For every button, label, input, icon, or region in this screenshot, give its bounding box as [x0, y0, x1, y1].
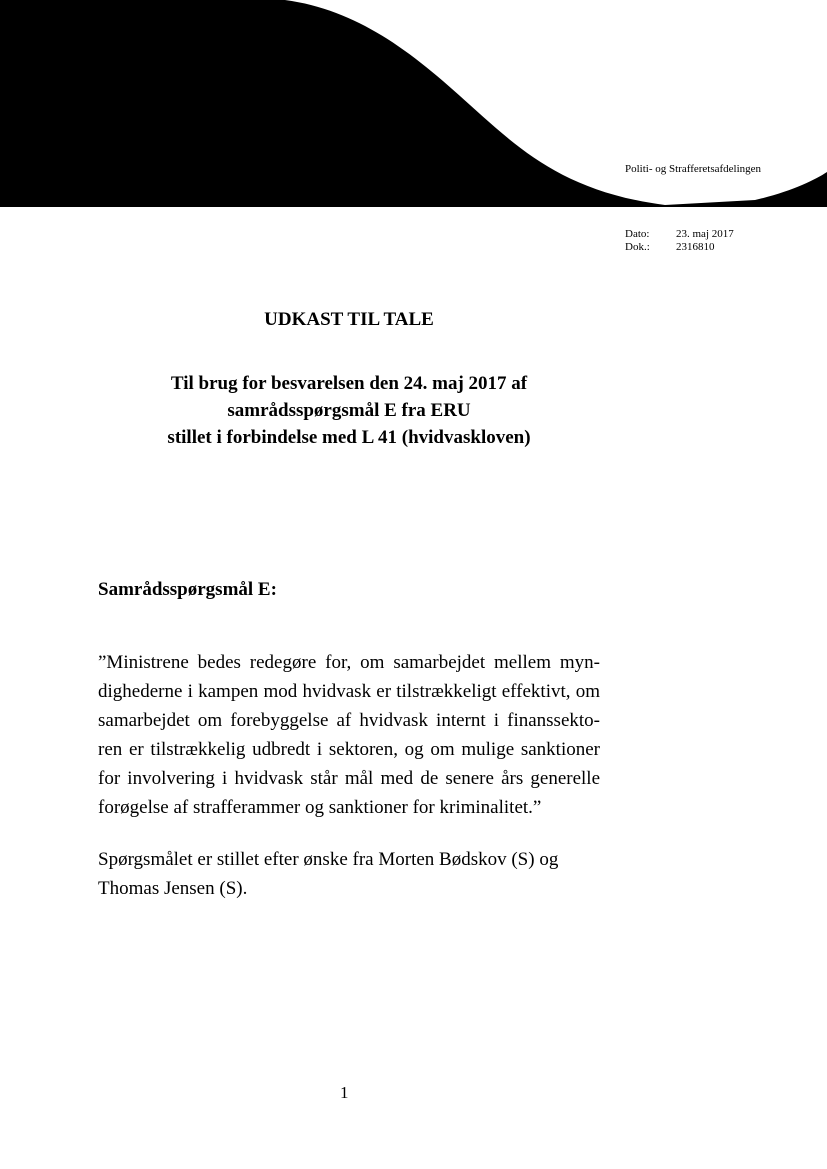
- page-number: 1: [340, 1083, 349, 1102]
- quote-line: samarbejdet om forebyggelse af hvidvask internt i finanssekto-: [98, 710, 600, 731]
- quote-line: dighederne i kampen mod hvidvask er tilstrækkeligt effektivt, om: [98, 681, 600, 702]
- doc-label: Dok.:: [625, 241, 650, 253]
- date-label: Dato:: [625, 228, 650, 240]
- body-paragraph: [98, 845, 600, 903]
- date-row: [625, 228, 734, 241]
- quote-line: ”Ministrene bedes redegøre for, om samarbejdet mellem myn-: [98, 652, 600, 673]
- document-meta: [625, 228, 734, 254]
- quote-line: for involvering i hvidvask står mål med de senere års generelle: [98, 768, 600, 789]
- subtitle-line: stillet i forbindelse med L 41 (hvidvaskloven): [167, 427, 531, 448]
- doc-row: [625, 241, 734, 254]
- subtitle-line: Til brug for besvarelsen den 24. maj 2017 af: [170, 373, 528, 394]
- doc-value: 2316810: [676, 241, 715, 253]
- question-quote: [98, 648, 600, 822]
- header-wave-graphic: [0, 0, 827, 210]
- body-line: Spørgsmålet er stillet efter ønske fra Morten Bødskov (S) og: [98, 849, 559, 870]
- body-line: Thomas Jensen (S).: [98, 878, 248, 899]
- quote-line: forøgelse af strafferammer og sanktioner for kriminalitet.”: [98, 797, 542, 818]
- quote-line: ren er tilstrækkelig udbredt i sektoren, og om mulige sanktioner: [98, 739, 600, 760]
- department-name: Politi- og Strafferetsafdelingen: [625, 163, 762, 175]
- document-title: UDKAST TIL TALE: [264, 309, 434, 330]
- date-value: 23. maj 2017: [676, 228, 734, 240]
- section-heading: Samrådsspørgsmål E:: [98, 579, 277, 600]
- subtitle-line: samrådsspørgsmål E fra ERU: [227, 400, 471, 421]
- document-subtitle: [98, 370, 600, 451]
